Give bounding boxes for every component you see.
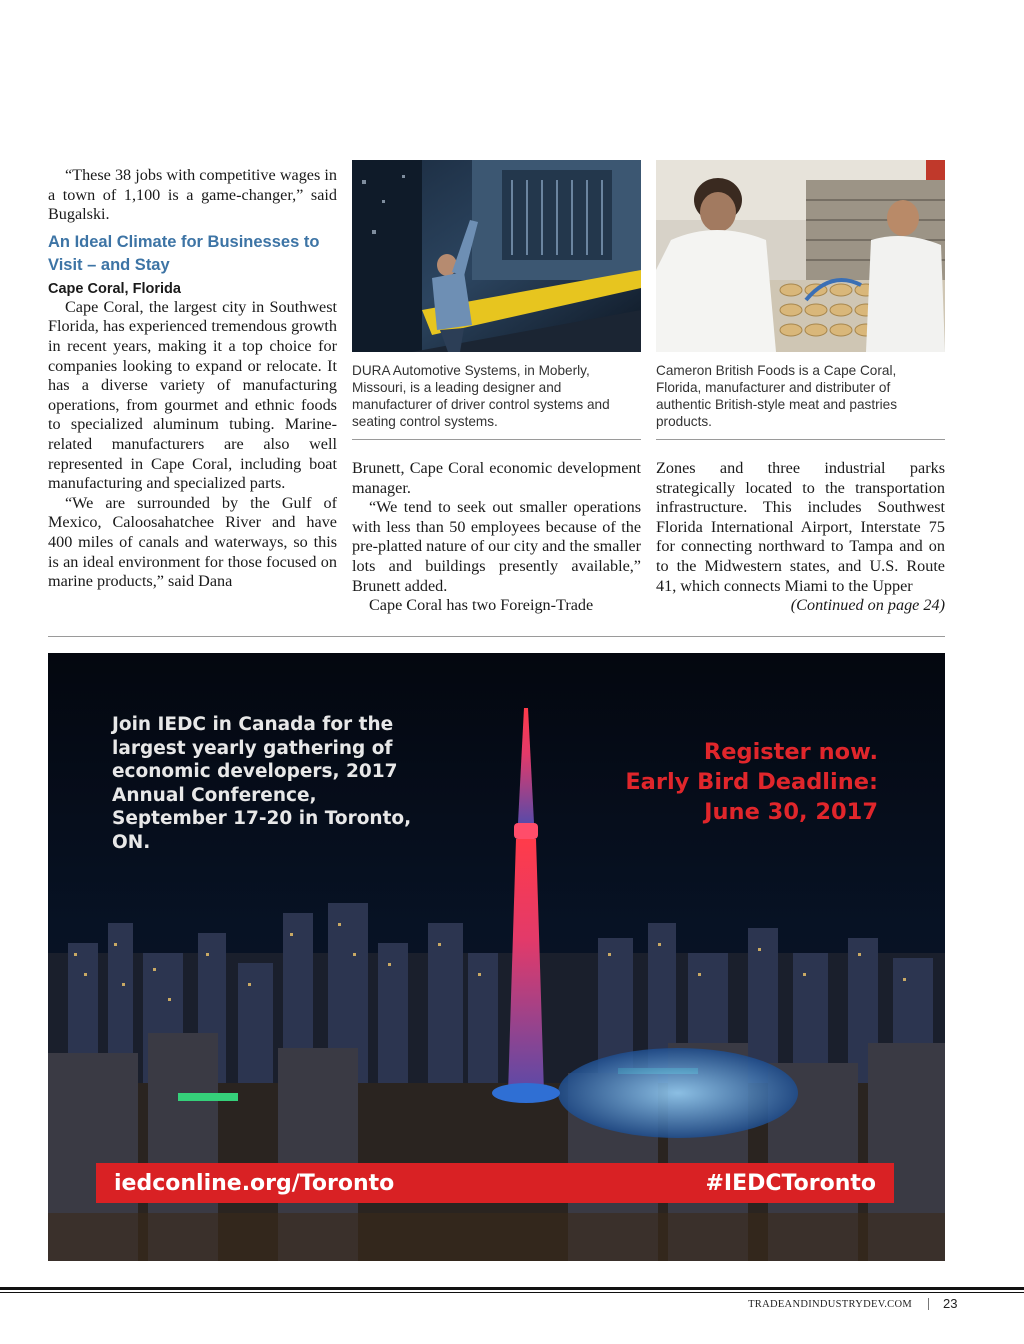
photo-dura-automotive <box>352 160 641 352</box>
zones-text: Zones and three industrial parks strategically located to the transportation infrastructure. This includes Southwest Florida International Airport, Interstate 75 for connecting northward to Tampa and on to the Midwestern states, and U.S. Route 41, which connects Miami to the Upper <box>656 459 945 595</box>
paragraph-zones <box>656 459 945 615</box>
footer-rule-thick <box>0 1287 1024 1290</box>
ad-url-link[interactable]: iedconline.org/Toronto <box>114 1170 395 1196</box>
continued-on-page: (Continued on page 24) <box>790 596 945 615</box>
ad-register-line1: Register now. <box>703 739 878 765</box>
caption-dura-automotive: DURA Automotive Systems, in Moberly, Missouri, is a leading designer and manufacturer of driver control systems and seating control systems. <box>352 363 610 429</box>
caption-divider-2 <box>656 439 945 440</box>
page-number: 23 <box>943 1296 958 1311</box>
footer-website[interactable]: TRADEANDINDUSTRYDEV.COM <box>748 1299 912 1310</box>
article-column-2 <box>352 459 641 616</box>
paragraph-quote-bugalski: “These 38 jobs with competitive wages in a town of 1,100 is a game-changer,” said Bugalski. <box>48 166 337 224</box>
ad-hashtag: #IEDCToronto <box>705 1170 876 1196</box>
paragraph-cape-coral: Cape Coral, the largest city in Southwest Florida, has experienced tremendous growth in recent years, making it a top choice for companies looking to expand or relocate. It has a diverse variety of manufacturing operations, from gourmet and ethnic foods to specialized aluminum tubing. Marine-related manufacturers are also well represented in Cape Coral, including boat manufacturing and specialized parts. <box>48 297 337 493</box>
article-column-3 <box>656 459 945 616</box>
footer-separator <box>928 1298 929 1310</box>
caption-divider-1 <box>352 439 641 440</box>
paragraph-smaller-operations: “We tend to seek out smaller operations with less than 50 employees because of the pre-platted nature of our city and the smaller lots and buildings presently available,” Brunett added. <box>352 498 642 595</box>
bakers-image <box>656 160 945 352</box>
ad-conference-text: Join IEDC in Canada for the largest yearly gathering of economic developers, 2017 Annual Conference, September 17-20 in Toronto, ON. <box>112 714 412 853</box>
section-divider <box>48 636 945 637</box>
iedc-conference-ad <box>48 653 945 1261</box>
ad-register-text <box>608 737 878 827</box>
footer-rule-thin <box>0 1292 1024 1293</box>
location-subheading: Cape Coral, Florida <box>48 280 181 297</box>
photo-cameron-british-foods <box>656 160 945 352</box>
section-heading: An Ideal Climate for Businesses to Visit – and Stay <box>48 232 320 274</box>
paragraph-foreign-trade: Cape Coral has two Foreign-Trade <box>369 596 594 615</box>
article-column-1 <box>48 166 337 592</box>
paragraph-quote-marine: “We are surrounded by the Gulf of Mexico, Caloosahatchee River and have 400 miles of canals and waterways, so this is an ideal environment for those focused on marine products,” said Dana <box>48 493 337 591</box>
ad-register-line2: Early Bird Deadline: <box>625 769 878 795</box>
ad-register-line3: June 30, 2017 <box>704 799 878 825</box>
factory-worker-image <box>352 160 641 352</box>
paragraph-brunett: Brunett, Cape Coral economic development manager. <box>352 459 641 497</box>
ad-red-banner <box>96 1163 894 1203</box>
caption-cameron-british-foods: Cameron British Foods is a Cape Coral, Florida, manufacturer and distributer of authentic British-style meat and pastries products. <box>656 363 898 429</box>
